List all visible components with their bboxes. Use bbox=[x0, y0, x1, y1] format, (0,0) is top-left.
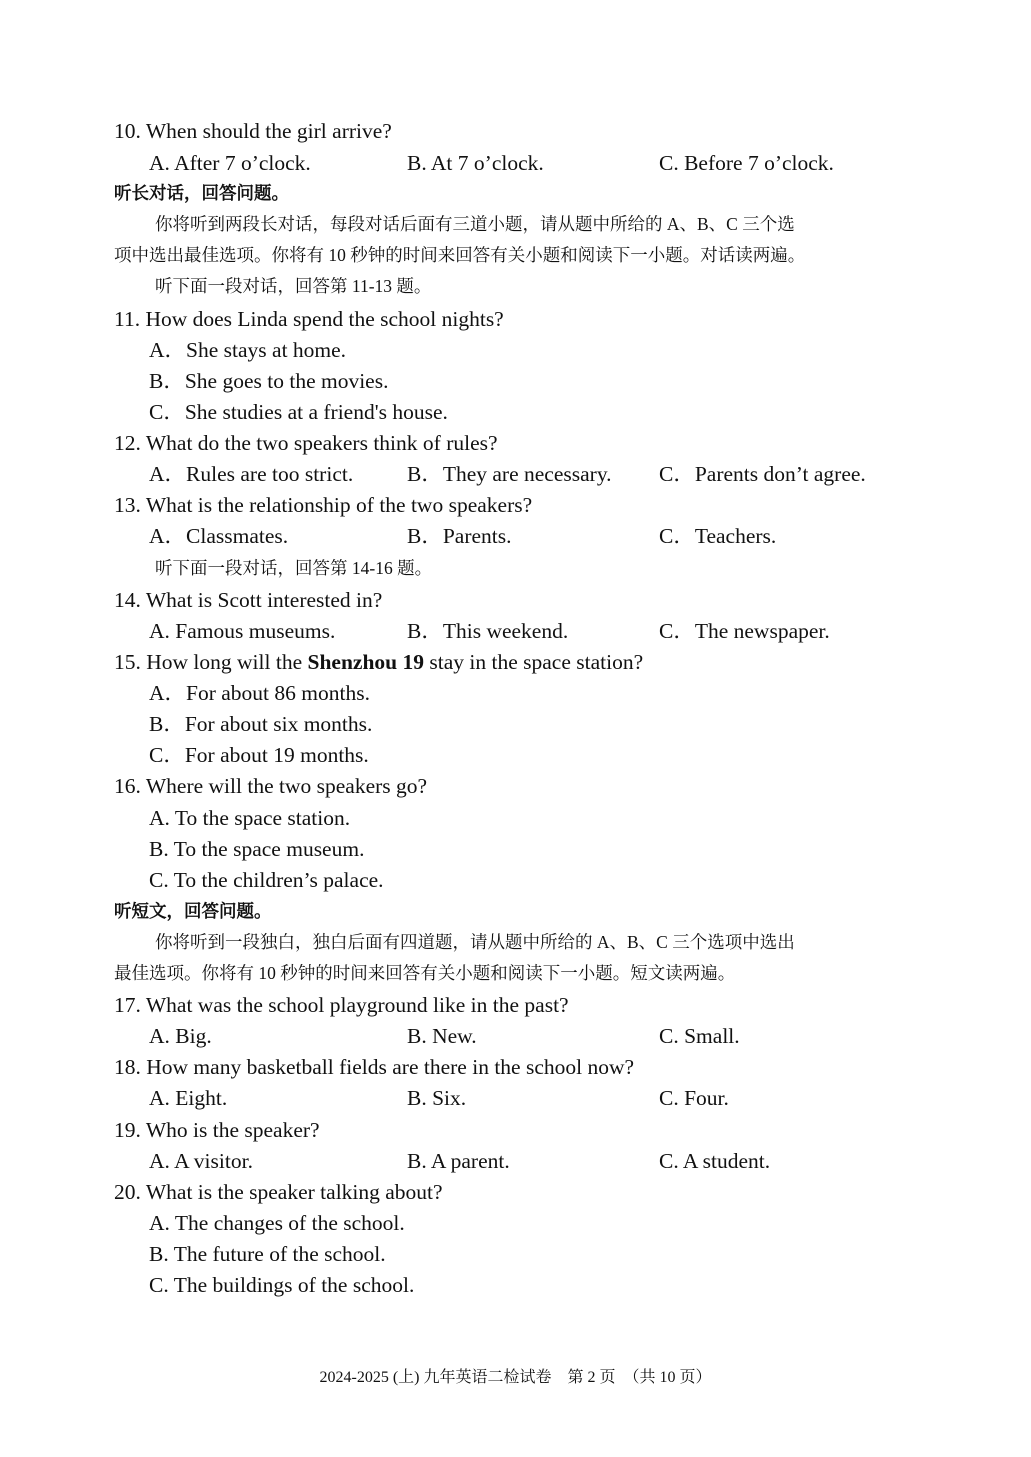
question-17-option-a: A. Big. bbox=[149, 1024, 212, 1048]
question-15-stem bbox=[114, 647, 643, 678]
question-16-option-a: A. To the space station. bbox=[149, 806, 351, 830]
instruction-line: 最佳选项。你将有 10 秒钟的时间来回答有关小题和阅读下一小题。短文读两遍。 bbox=[114, 963, 736, 983]
question-15-stem-bold: Shenzhou 19 bbox=[307, 650, 424, 674]
question-16-stem: 16. Where will the two speakers go? bbox=[114, 774, 428, 798]
question-15-option-b: B．For about six months. bbox=[149, 712, 373, 736]
instruction-line: 你将听到两段长对话，每段对话后面有三道小题，请从题中所给的 A、B、C 三个选 bbox=[155, 214, 795, 234]
question-13-option-b: B．Parents. bbox=[407, 524, 512, 548]
question-15-option-a: A．For about 86 months. bbox=[149, 681, 370, 705]
dialogue-intro: 听下面一段对话，回答第 14-16 题。 bbox=[155, 558, 433, 578]
question-13-option-c: C．Teachers. bbox=[659, 524, 777, 548]
question-20-stem: 20. What is the speaker talking about? bbox=[114, 1180, 443, 1204]
question-18-option-c: C. Four. bbox=[659, 1086, 729, 1110]
question-12-stem: 12. What do the two speakers think of rules? bbox=[114, 431, 498, 455]
question-18-option-a: A. Eight. bbox=[149, 1086, 228, 1110]
question-12-option-c: C．Parents don’t agree. bbox=[659, 462, 866, 486]
question-16-option-c: C. To the children’s palace. bbox=[149, 868, 384, 892]
question-14-option-a: A. Famous museums. bbox=[149, 619, 336, 643]
question-15-stem-part: 15. How long will the bbox=[114, 650, 308, 674]
question-10-stem: 10. When should the girl arrive? bbox=[114, 119, 392, 143]
question-19-option-b: B. A parent. bbox=[407, 1149, 510, 1173]
question-11-option-b: B．She goes to the movies. bbox=[149, 369, 389, 393]
question-14-stem: 14. What is Scott interested in? bbox=[114, 588, 383, 612]
question-15-option-c: C．For about 19 months. bbox=[149, 743, 369, 767]
page-footer: 2024-2025 (上) 九年英语二检试卷 第 2 页 （共 10 页） bbox=[319, 1369, 712, 1386]
question-12-option-b: B．They are necessary. bbox=[407, 462, 612, 486]
section-heading-short-passage: 听短文，回答问题。 bbox=[114, 901, 272, 921]
question-12-option-a: A．Rules are too strict. bbox=[149, 462, 354, 486]
question-14-option-c: C．The newspaper. bbox=[659, 619, 830, 643]
instruction-line: 你将听到一段独白，独白后面有四道题，请从题中所给的 A、B、C 三个选项中选出 bbox=[155, 932, 795, 952]
question-17-stem: 17. What was the school playground like in the past? bbox=[114, 993, 569, 1017]
section-heading-long-dialogue: 听长对话，回答问题。 bbox=[114, 183, 289, 203]
question-11-option-c: C．She studies at a friend's house. bbox=[149, 400, 448, 424]
question-10-option-c: C. Before 7 o’clock. bbox=[659, 151, 834, 175]
question-10-option-b: B. At 7 o’clock. bbox=[407, 151, 544, 175]
question-10-option-a: A. After 7 o’clock. bbox=[149, 151, 311, 175]
question-20-option-a: A. The changes of the school. bbox=[149, 1211, 405, 1235]
instruction-line: 项中选出最佳选项。你将有 10 秒钟的时间来回答有关小题和阅读下一小题。对话读两遍。 bbox=[114, 245, 806, 265]
question-13-stem: 13. What is the relationship of the two speakers? bbox=[114, 493, 533, 517]
question-13-option-a: A．Classmates. bbox=[149, 524, 289, 548]
question-11-option-a: A．She stays at home. bbox=[149, 338, 347, 362]
question-20-option-b: B. The future of the school. bbox=[149, 1242, 386, 1266]
question-20-option-c: C. The buildings of the school. bbox=[149, 1273, 415, 1297]
question-18-stem: 18. How many basketball fields are there in the school now? bbox=[114, 1055, 635, 1079]
question-16-option-b: B. To the space museum. bbox=[149, 837, 365, 861]
question-19-stem: 19. Who is the speaker? bbox=[114, 1118, 320, 1142]
question-19-option-c: C. A student. bbox=[659, 1149, 771, 1173]
question-18-option-b: B. Six. bbox=[407, 1086, 467, 1110]
question-15-stem-part: stay in the space station? bbox=[424, 650, 644, 674]
question-19-option-a: A. A visitor. bbox=[149, 1149, 253, 1173]
dialogue-intro: 听下面一段对话，回答第 11-13 题。 bbox=[155, 276, 432, 296]
question-11-stem: 11. How does Linda spend the school nights? bbox=[114, 307, 504, 331]
question-17-option-b: B. New. bbox=[407, 1024, 477, 1048]
question-17-option-c: C. Small. bbox=[659, 1024, 740, 1048]
question-14-option-b: B．This weekend. bbox=[407, 619, 569, 643]
